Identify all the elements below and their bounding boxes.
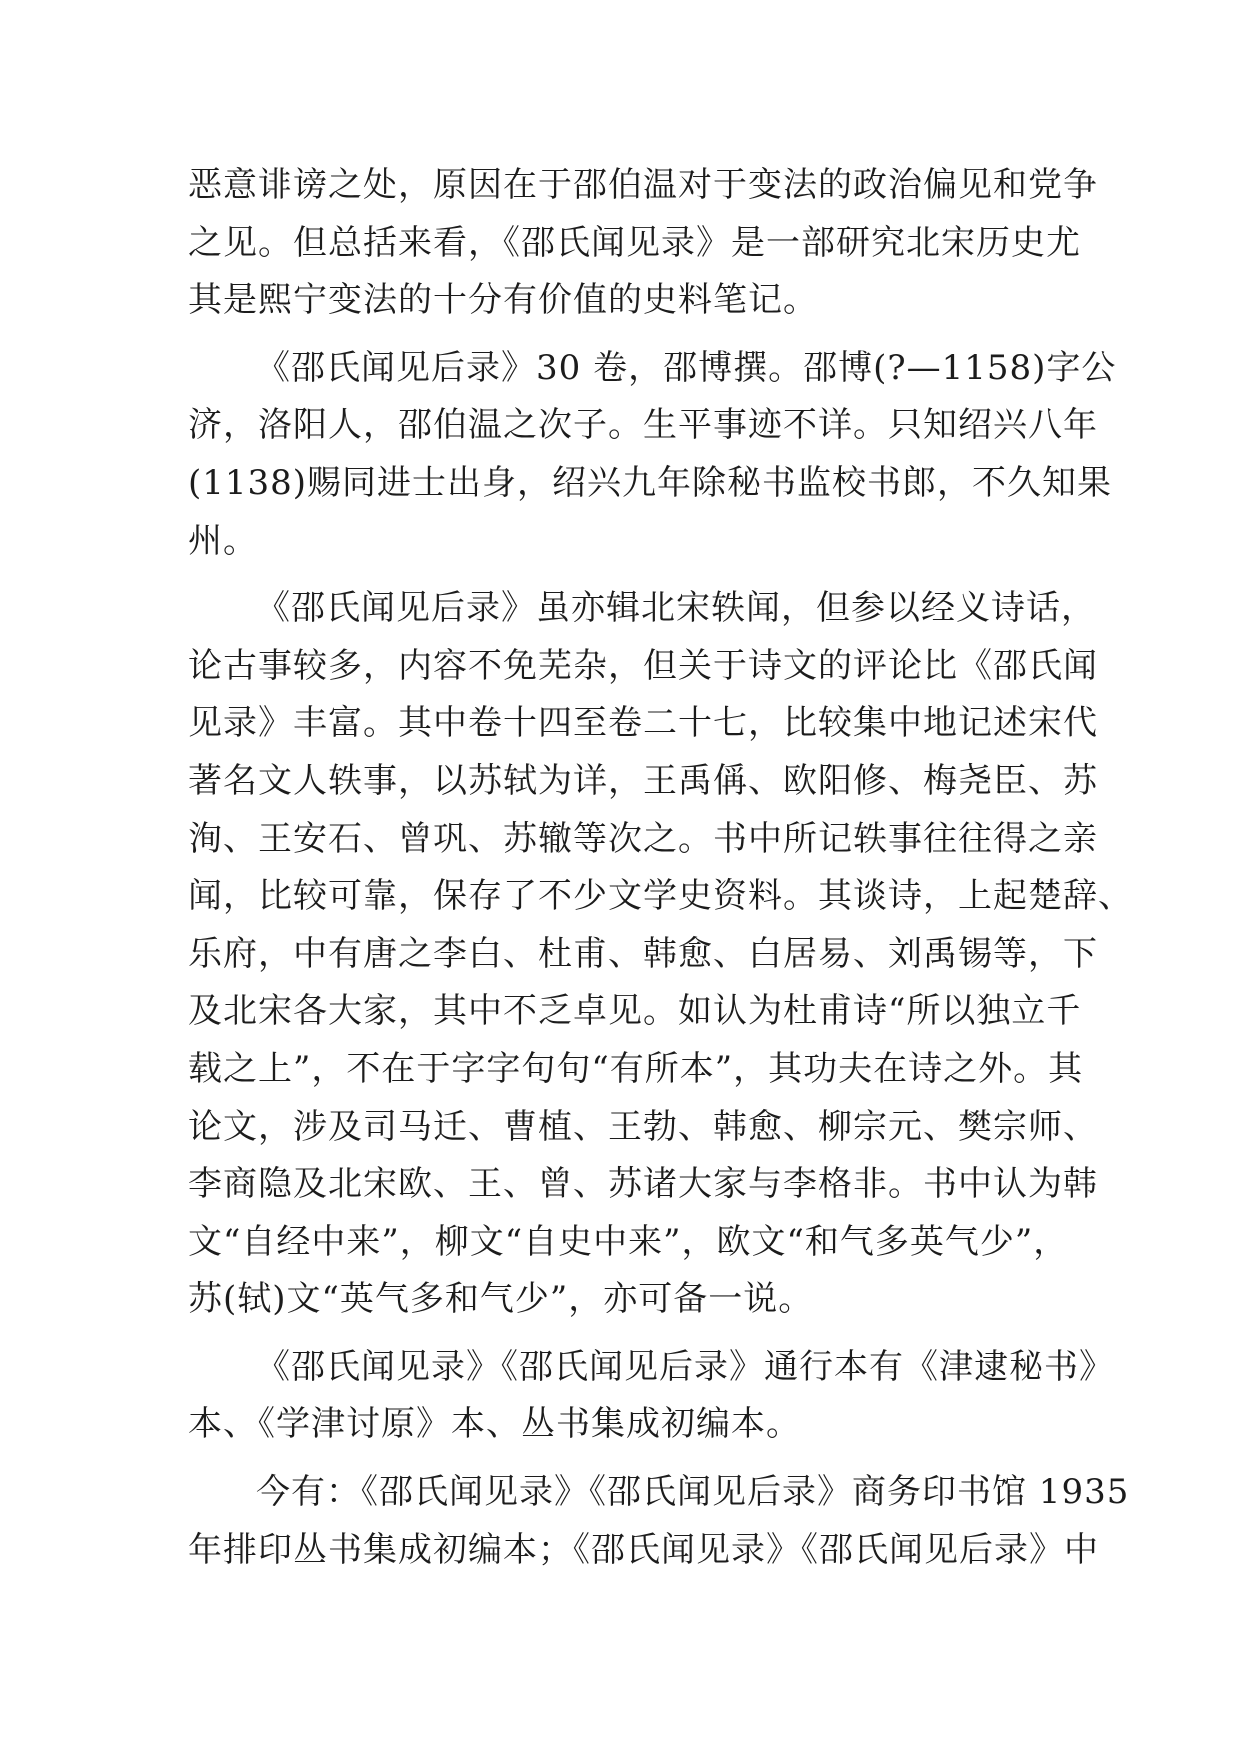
body-text bbox=[188, 157, 1133, 1579]
text-line: 闻，比较可靠，保存了不少文学史资料。其谈诗，上起楚辞、 bbox=[188, 876, 1133, 917]
text-line: 李商隐及北宋欧、王、曾、苏诸大家与李格非。书中认为韩 bbox=[188, 1164, 1098, 1205]
text-line: 之见。但总括来看，《邵氏闻见录》是一部研究北宋历史尤 bbox=[188, 222, 1081, 263]
paragraph bbox=[188, 1464, 1130, 1579]
text-line: 今有：《邵氏闻见录》《邵氏闻见后录》商务印书馆 1935 bbox=[256, 1472, 1130, 1513]
text-line: 苏(轼)文“英气多和气少”，亦可备一说。 bbox=[188, 1279, 814, 1320]
text-line: (1138)赐同进士出身，绍兴九年除秘书监校书郎，不久知果 bbox=[188, 462, 1113, 503]
text-line: 及北宋各大家，其中不乏卓见。如认为杜甫诗“所以独立千 bbox=[188, 991, 1082, 1032]
text-line: 载之上”，不在于字字句句“有所本”，其功夫在诗之外。其 bbox=[188, 1048, 1084, 1089]
text-line: 《邵氏闻见录》《邵氏闻见后录》通行本有《津逮秘书》 bbox=[256, 1346, 1114, 1387]
text-line: 其是熙宁变法的十分有价值的史料笔记。 bbox=[188, 280, 818, 321]
text-line: 文“自经中来”，柳文“自史中来”，欧文“和气多英气少”， bbox=[188, 1221, 1069, 1262]
paragraph bbox=[188, 580, 1133, 1329]
text-line: 见录》丰富。其中卷十四至卷二十七，比较集中地记述宋代 bbox=[188, 703, 1098, 744]
text-line: 论文，涉及司马迁、曹植、王勃、韩愈、柳宗元、樊宗师、 bbox=[188, 1106, 1098, 1147]
text-line: 济，洛阳人，邵伯温之次子。生平事迹不详。只知绍兴八年 bbox=[188, 405, 1098, 446]
text-line: 恶意诽谤之处，原因在于邵伯温对于变法的政治偏见和党争 bbox=[188, 165, 1098, 205]
text-line: 著名文人轶事，以苏轼为详，王禹偁、欧阳修、梅尧臣、苏 bbox=[188, 760, 1098, 801]
paragraph bbox=[188, 1339, 1114, 1454]
text-line: 年排印丛书集成初编本；《邵氏闻见录》《邵氏闻见后录》中 bbox=[188, 1529, 1099, 1570]
text-line: 洵、王安石、曾巩、苏辙等次之。书中所记轶事往往得之亲 bbox=[188, 818, 1098, 859]
paragraph bbox=[188, 157, 1098, 330]
text-line: 《邵氏闻见后录》虽亦辑北宋轶闻，但参以经义诗话， bbox=[256, 588, 1096, 629]
text-line: 论古事较多，内容不免芜杂，但关于诗文的评论比《邵氏闻 bbox=[188, 645, 1098, 686]
paragraph bbox=[188, 340, 1117, 570]
text-line: 《邵氏闻见后录》30 卷，邵博撰。邵博(?—1158)字公 bbox=[256, 347, 1117, 388]
text-line: 本、《学津讨原》本、丛书集成初编本。 bbox=[188, 1404, 801, 1445]
text-line: 乐府，中有唐之李白、杜甫、韩愈、白居易、刘禹锡等，下 bbox=[188, 933, 1098, 974]
text-line: 州。 bbox=[188, 520, 258, 561]
